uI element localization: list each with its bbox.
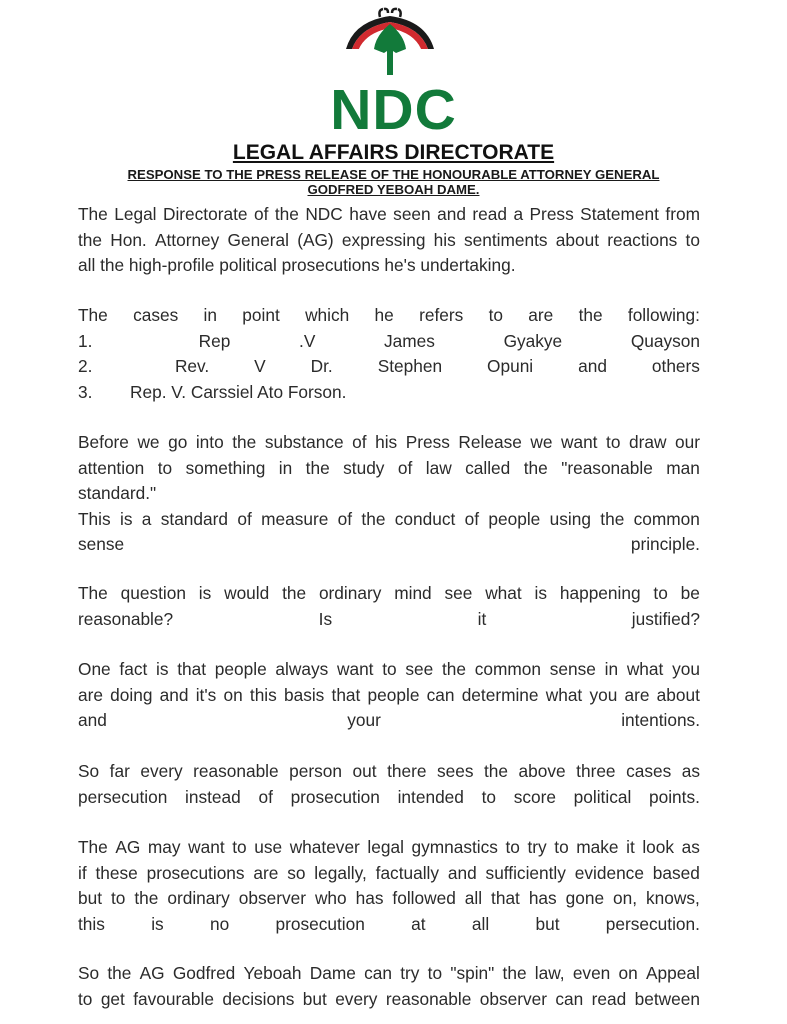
- word: ordinary: [167, 888, 230, 908]
- word: General: [227, 229, 289, 250]
- word: is: [198, 583, 212, 603]
- text-line: [78, 507, 700, 533]
- word: Press: [405, 432, 450, 452]
- word: even: [572, 963, 611, 983]
- word: favourable: [133, 988, 214, 1009]
- word: to: [505, 837, 520, 857]
- word: legally,: [314, 862, 367, 883]
- word: all: [471, 913, 490, 934]
- list-number: 1.: [78, 330, 93, 351]
- word: is: [119, 508, 133, 529]
- text-line: [78, 581, 700, 607]
- text-line: [78, 886, 700, 912]
- word: "spin": [450, 963, 495, 983]
- word: Quayson: [630, 330, 700, 351]
- word: of: [258, 786, 273, 807]
- word: observer: [238, 888, 306, 908]
- word: ordinary: [318, 583, 382, 603]
- word: cases: [626, 761, 672, 781]
- word: point: [242, 305, 280, 325]
- word: want: [188, 837, 225, 857]
- word: is: [151, 913, 164, 934]
- word: as: [681, 761, 700, 781]
- word: in: [278, 457, 293, 478]
- word: you: [589, 684, 618, 705]
- ndc-umbrella-logo-icon: [340, 5, 440, 80]
- word: are: [253, 862, 279, 883]
- word: the: [134, 888, 159, 908]
- word: the: [78, 229, 103, 250]
- word: The: [78, 204, 108, 224]
- word: basis: [283, 684, 325, 705]
- list-number: 3.: [78, 381, 93, 402]
- word: others: [651, 356, 700, 376]
- word: Statement: [580, 204, 659, 224]
- word: Press: [529, 204, 574, 224]
- list-number: 2.: [78, 356, 93, 376]
- word: to: [653, 583, 668, 603]
- word: decisions: [222, 988, 295, 1009]
- word: is: [534, 583, 548, 603]
- word: the: [282, 583, 307, 603]
- word: people: [214, 659, 267, 679]
- word: people: [488, 508, 541, 529]
- word: determine: [461, 684, 539, 705]
- word: are: [624, 684, 650, 705]
- word: gone: [565, 888, 605, 908]
- word: prosecution: [290, 786, 380, 807]
- word: but: [78, 888, 103, 908]
- word: always: [275, 659, 329, 679]
- word: "reasonable: [561, 457, 653, 478]
- word: into: [195, 432, 224, 452]
- text-line: [78, 912, 700, 938]
- word: prosecution: [275, 913, 365, 934]
- text-line: [78, 607, 700, 633]
- subtitle-line: GODFRED YEBOAH DAME.: [307, 182, 480, 197]
- word: of: [337, 508, 353, 529]
- word: prosecutions: [146, 862, 245, 883]
- word: get: [100, 988, 125, 1009]
- word: followed: [392, 888, 456, 908]
- word: every: [140, 761, 183, 781]
- word: on: [618, 963, 638, 983]
- word: sees: [436, 761, 474, 781]
- word: to: [606, 432, 621, 452]
- word: sense: [549, 659, 596, 679]
- word: has: [528, 888, 557, 908]
- word: to: [481, 786, 497, 807]
- word: that: [331, 684, 361, 705]
- page-title: LEGAL AFFAIRS DIRECTORATE: [232, 141, 555, 164]
- word: Stephen: [377, 356, 443, 376]
- word: the: [107, 963, 132, 983]
- word: standard: [160, 508, 229, 529]
- paragraph-persecution: [78, 759, 700, 810]
- word: to: [110, 888, 126, 908]
- word: law: [425, 457, 452, 478]
- word: what: [545, 684, 583, 705]
- word: Release: [458, 432, 522, 452]
- word: try: [400, 963, 420, 983]
- word: expressing: [341, 229, 426, 250]
- word: doing: [110, 684, 153, 705]
- word: but: [302, 988, 327, 1009]
- word: of: [253, 204, 269, 224]
- word: using: [549, 508, 591, 529]
- word: in: [203, 305, 217, 325]
- word: it: [626, 837, 635, 857]
- text-line: [78, 759, 700, 785]
- word: common: [474, 659, 542, 679]
- word: study: [343, 457, 385, 478]
- word: a: [141, 508, 152, 529]
- text-line: all the high-profile political prosecutions he's undertaking.: [78, 255, 516, 275]
- word: (AG): [297, 229, 334, 250]
- paragraph-legal-gymnastics: [78, 835, 700, 937]
- word: is: [156, 659, 169, 679]
- word: following:: [627, 305, 700, 325]
- word: the: [600, 508, 625, 529]
- word: sufficiently: [485, 862, 566, 883]
- word: would: [224, 583, 270, 603]
- word: .V: [299, 330, 316, 351]
- word: his: [375, 432, 398, 452]
- word: based: [652, 862, 700, 883]
- word: the: [502, 963, 527, 983]
- word: every: [335, 988, 378, 1009]
- word: between: [634, 988, 700, 1009]
- text-line: [78, 961, 700, 987]
- logo-text: NDC: [330, 78, 457, 142]
- word: score: [513, 786, 556, 807]
- word: use: [254, 837, 283, 857]
- word: law,: [534, 963, 565, 983]
- subtitle-line: RESPONSE TO THE PRESS RELEASE OF THE HONOURABLE ATTORNEY GENERAL: [127, 167, 660, 182]
- word: the: [232, 432, 257, 452]
- word: reactions: [607, 229, 678, 250]
- text-line: [78, 532, 700, 558]
- word: may: [147, 837, 181, 857]
- word: to: [488, 305, 503, 325]
- word: his: [433, 229, 456, 250]
- page-subtitle: [0, 167, 787, 197]
- word: can: [426, 684, 455, 705]
- word: be: [680, 583, 700, 603]
- word: man: [666, 457, 700, 478]
- word: in: [604, 659, 619, 679]
- word: see: [444, 583, 473, 603]
- paragraph-spin: [78, 961, 700, 1012]
- word: the: [523, 457, 548, 478]
- word: and: [437, 204, 466, 224]
- word: he: [374, 305, 394, 325]
- word: make: [576, 837, 619, 857]
- word: persecution: [78, 786, 168, 807]
- word: your: [347, 710, 381, 730]
- word: person: [289, 761, 342, 781]
- text-line: [78, 708, 700, 734]
- word: that: [491, 888, 520, 908]
- word: to: [685, 229, 700, 250]
- word: Dame: [309, 963, 356, 983]
- word: on,: [613, 888, 638, 908]
- text-line: [78, 456, 700, 482]
- word: Before: [78, 432, 129, 452]
- word: to: [78, 988, 93, 1009]
- word: attention: [78, 457, 145, 478]
- word: of: [237, 508, 252, 529]
- word: the: [484, 761, 509, 781]
- word: it's: [195, 684, 217, 705]
- word: refers: [419, 305, 464, 325]
- word: people: [367, 684, 420, 705]
- word: Gyakye: [503, 330, 563, 351]
- text-line: [78, 861, 700, 887]
- word: to: [427, 963, 443, 983]
- word: sense: [78, 534, 125, 554]
- word: and: [447, 862, 477, 883]
- paragraph-reasonable-man: [78, 430, 700, 558]
- word: Legal: [114, 204, 157, 224]
- word: the: [578, 305, 603, 325]
- word: above: [518, 761, 566, 781]
- word: Dr.: [310, 356, 333, 376]
- word: to: [554, 837, 569, 857]
- case-list-item: [78, 354, 700, 380]
- text-line: [78, 683, 700, 709]
- word: our: [674, 432, 700, 452]
- paragraph-question: [78, 581, 700, 632]
- word: but: [535, 913, 560, 934]
- word: So: [78, 963, 100, 983]
- word: points.: [648, 786, 700, 807]
- word: conduct: [394, 508, 456, 529]
- word: go: [168, 432, 188, 452]
- word: something: [185, 457, 266, 478]
- word: no: [209, 913, 230, 934]
- word: principle.: [630, 534, 700, 554]
- word: want: [560, 432, 598, 452]
- text-line: standard.": [78, 483, 157, 503]
- word: draw: [628, 432, 667, 452]
- word: Directorate: [162, 204, 248, 224]
- word: of: [352, 432, 367, 452]
- word: AG: [139, 963, 165, 983]
- word: common: [633, 508, 700, 529]
- word: Opuni: [487, 356, 534, 376]
- word: justified?: [631, 608, 700, 629]
- word: evidence: [574, 862, 644, 883]
- word: This: [78, 508, 111, 529]
- text-line: [78, 657, 700, 683]
- word: and: [78, 710, 107, 730]
- word: Hon.: [110, 229, 147, 250]
- word: intended: [397, 786, 464, 807]
- word: substance: [264, 432, 344, 452]
- word: Yeboah: [243, 963, 302, 983]
- word: there: [387, 761, 427, 781]
- word: about: [656, 684, 700, 705]
- word: seen: [393, 204, 431, 224]
- text-line: [78, 202, 700, 228]
- word: called: [465, 457, 511, 478]
- word: the: [361, 508, 386, 529]
- word: far: [109, 761, 130, 781]
- word: reasonable: [193, 761, 279, 781]
- word: The: [78, 837, 108, 857]
- word: what: [485, 583, 522, 603]
- word: are: [528, 305, 554, 325]
- word: measure: [261, 508, 329, 529]
- word: The: [78, 305, 108, 325]
- word: Attorney: [154, 229, 220, 250]
- word: has: [355, 888, 384, 908]
- word: Godfred: [172, 963, 236, 983]
- word: we: [530, 432, 553, 452]
- word: what: [626, 659, 664, 679]
- word: Rep: [198, 330, 231, 351]
- word: about: [555, 229, 599, 250]
- word: legal: [367, 837, 404, 857]
- word: to: [382, 659, 397, 679]
- text-line: [78, 785, 700, 811]
- word: you: [672, 659, 700, 679]
- word: factually: [375, 862, 440, 883]
- paragraph-intro: [78, 202, 700, 279]
- word: a: [513, 204, 524, 224]
- word: if: [78, 862, 87, 883]
- word: are: [78, 684, 103, 705]
- word: political: [573, 786, 632, 807]
- word: out: [352, 761, 377, 781]
- word: knows,: [646, 888, 700, 908]
- word: happening: [559, 583, 641, 603]
- word: try: [527, 837, 547, 857]
- word: reasonable: [385, 988, 472, 1009]
- word: the: [274, 204, 299, 224]
- word: NDC: [305, 204, 343, 224]
- word: can: [555, 988, 584, 1009]
- word: whatever: [289, 837, 360, 857]
- word: want: [336, 659, 374, 679]
- word: reasonable?: [78, 608, 174, 629]
- word: three: [576, 761, 616, 781]
- word: cases: [133, 305, 179, 325]
- word: from: [665, 204, 700, 224]
- word: this: [78, 913, 105, 934]
- text-line: [78, 228, 700, 254]
- word: have: [349, 204, 387, 224]
- word: that: [177, 659, 207, 679]
- word: the: [305, 457, 330, 478]
- word: mind: [394, 583, 432, 603]
- word: So: [78, 761, 100, 781]
- word: of: [397, 457, 413, 478]
- text-line: [78, 987, 700, 1013]
- word: of: [464, 508, 480, 529]
- word: we: [137, 432, 160, 452]
- word: observer: [479, 988, 547, 1009]
- word: read: [591, 988, 627, 1009]
- paragraph-common-sense: [78, 657, 700, 734]
- word: Appeal: [646, 963, 700, 983]
- paragraph-cases: [78, 303, 700, 405]
- word: AG: [115, 837, 141, 857]
- word: which: [305, 305, 350, 325]
- word: to: [232, 837, 247, 857]
- word: so: [287, 862, 306, 883]
- word: Is: [318, 608, 333, 629]
- word: persecution.: [605, 913, 700, 934]
- word: Rev.: [174, 356, 210, 376]
- case-text: Rep. V. Carssiel Ato Forson.: [130, 381, 347, 402]
- word: to: [157, 457, 173, 478]
- word: question: [120, 583, 186, 603]
- case-list-item: [78, 380, 700, 406]
- word: One: [78, 659, 111, 679]
- word: look: [642, 837, 675, 857]
- word: fact: [119, 659, 148, 679]
- word: these: [95, 862, 138, 883]
- text-line: [78, 430, 700, 456]
- word: who: [314, 888, 347, 908]
- word: James: [384, 330, 435, 351]
- word: can: [364, 963, 392, 983]
- word: instead: [185, 786, 241, 807]
- word: sentiments: [463, 229, 548, 250]
- word: see: [405, 659, 434, 679]
- word: this: [249, 684, 277, 705]
- word: read: [472, 204, 507, 224]
- word: intentions.: [621, 710, 700, 730]
- word: the: [442, 659, 467, 679]
- word: on: [223, 684, 243, 705]
- word: gymnastics: [411, 837, 498, 857]
- text-line: [78, 835, 700, 861]
- word: as: [681, 837, 700, 857]
- word: and: [159, 684, 189, 705]
- text-line: [78, 303, 700, 329]
- word: V: [254, 356, 266, 376]
- word: all: [464, 888, 483, 908]
- case-list-item: [78, 329, 700, 355]
- word: The: [78, 583, 108, 603]
- word: at: [411, 913, 426, 934]
- word: it: [477, 608, 487, 629]
- word: and: [578, 356, 607, 376]
